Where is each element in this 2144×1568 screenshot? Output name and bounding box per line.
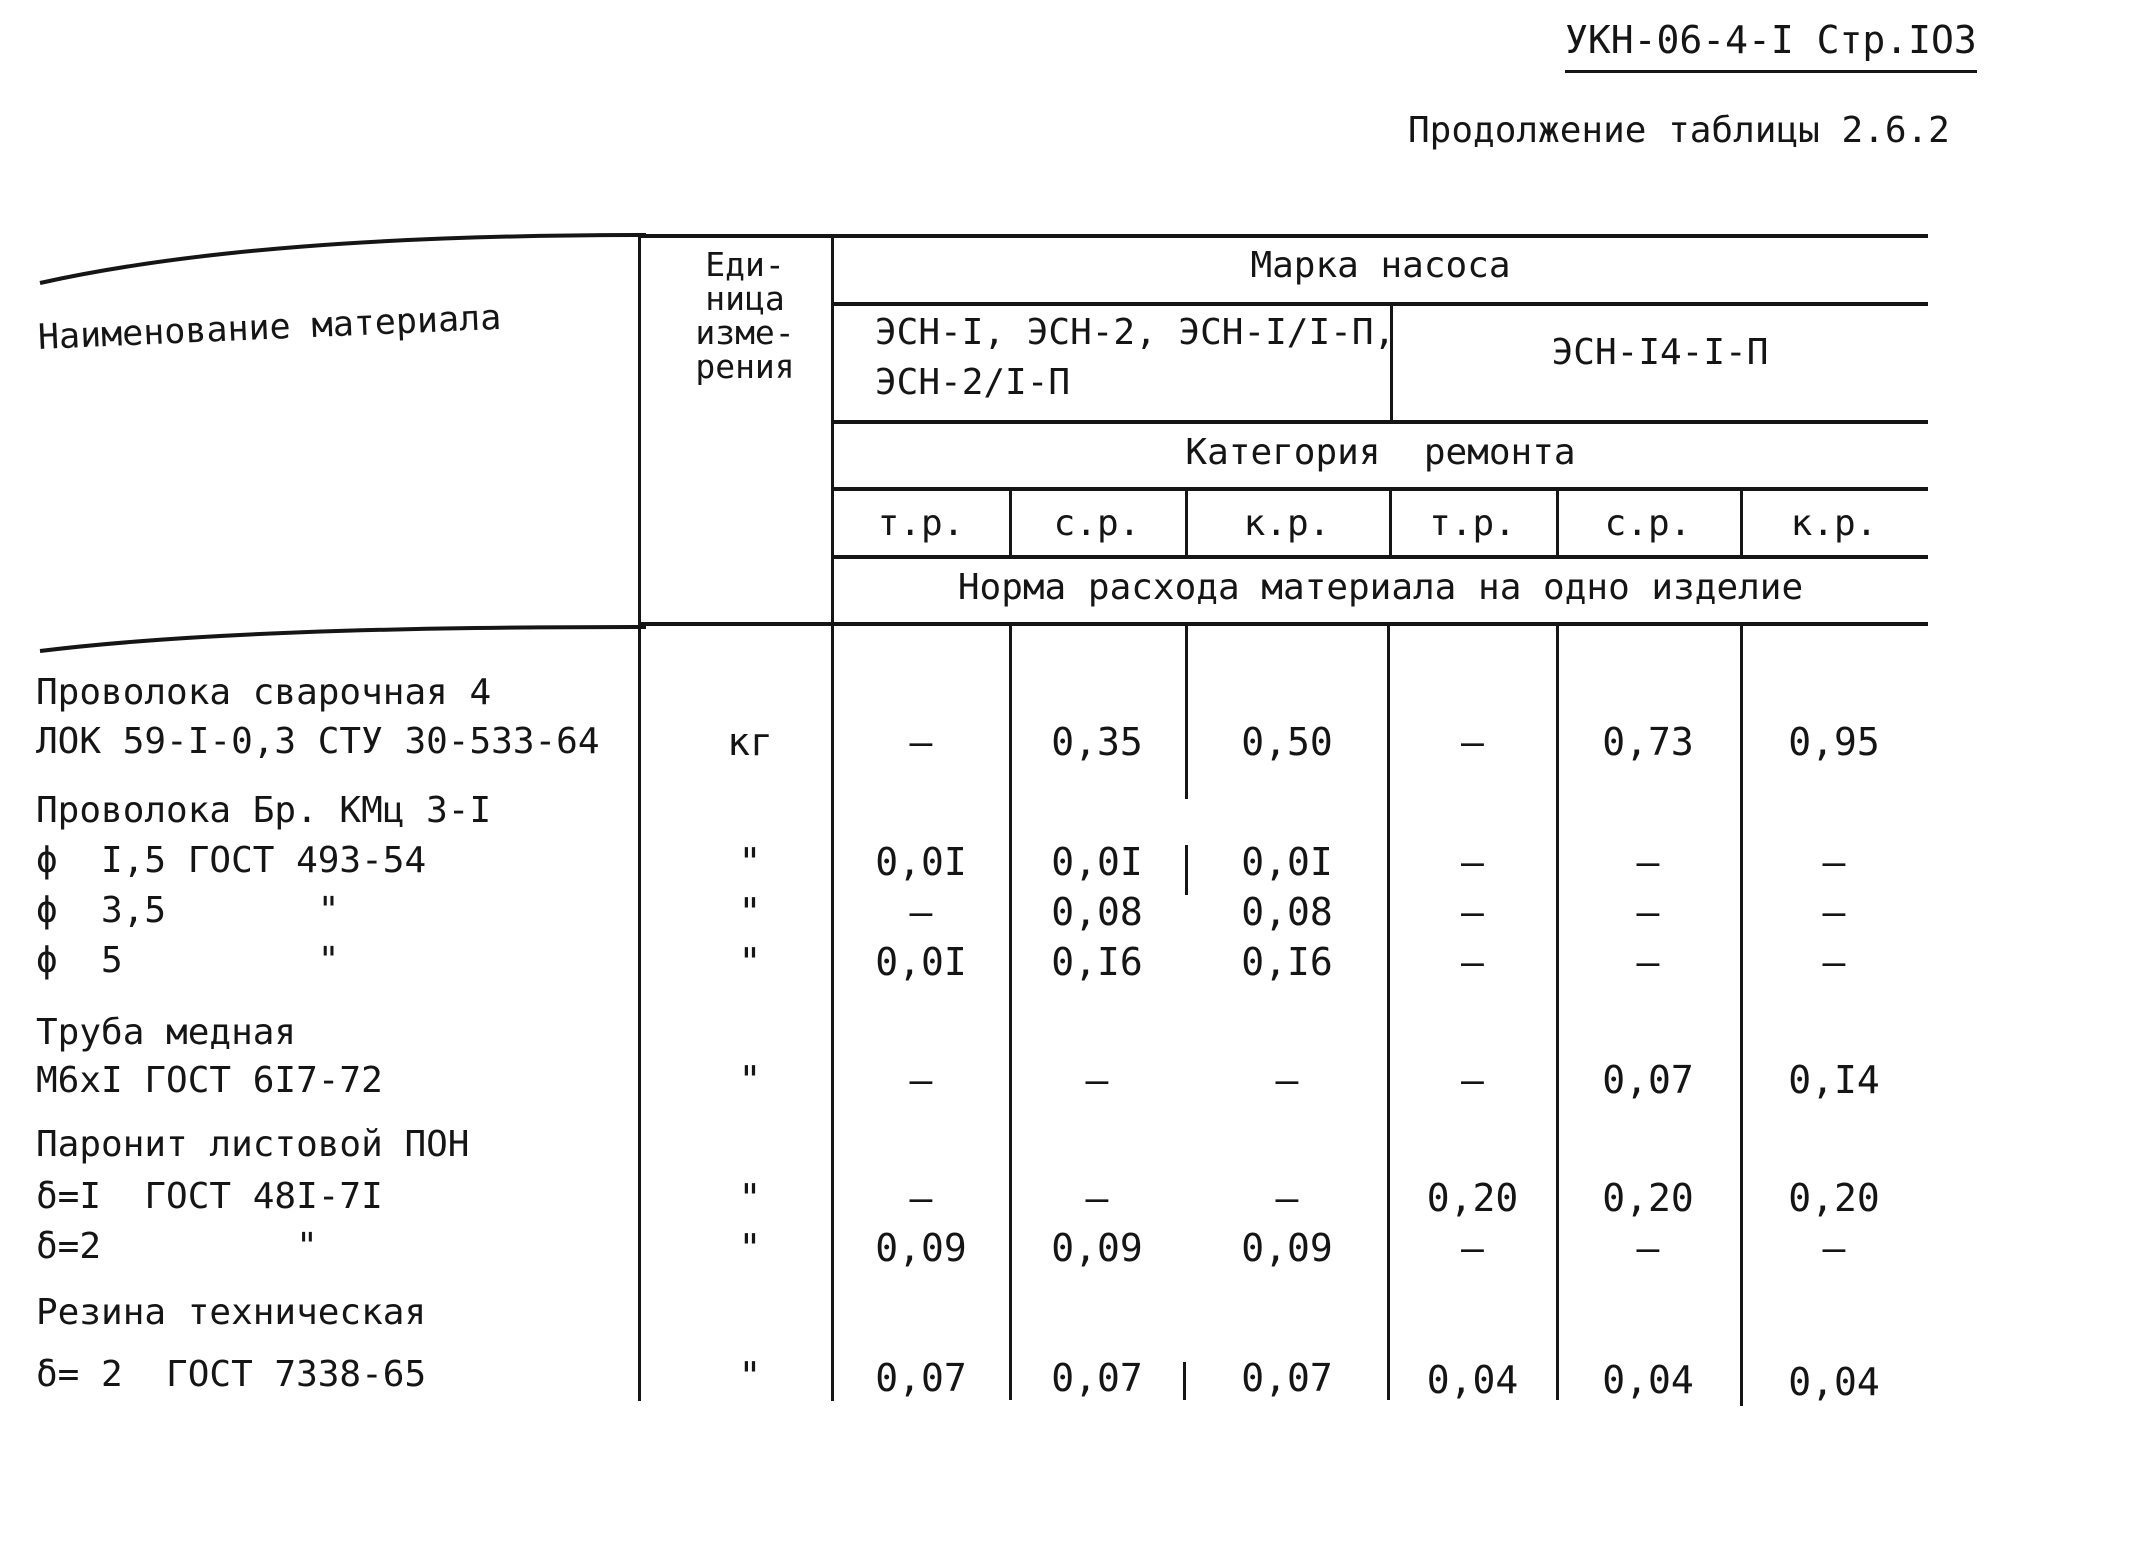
unit-header-line: ница [705, 279, 785, 318]
repair-category-header: Категория ремонта [1185, 432, 1576, 473]
category-header: с.р. [1604, 503, 1692, 544]
value-cell: 0,07 [1602, 1058, 1694, 1102]
value-cell: 0,09 [1241, 1226, 1333, 1270]
row-label: δ=I ГОСТ 48I-7I [36, 1176, 383, 1217]
row-label: ϕ 3,5 " [36, 890, 340, 931]
value-cell: – [1461, 840, 1484, 884]
value-cell: 0,I6 [1241, 940, 1333, 984]
name-unit-divider [638, 236, 641, 1401]
row-label: Проволока Бр. КМц 3-I [36, 790, 492, 831]
value-cell: – [1822, 840, 1846, 884]
categories-rule [833, 555, 1928, 559]
value-cell: – [1275, 1058, 1299, 1102]
category-header: к.р. [1243, 503, 1331, 544]
group-1-header-line-1: ЭСН-I, ЭСН-2, ЭСН-I/I-П, [875, 312, 1396, 353]
value-cell: – [1275, 1176, 1299, 1220]
value-cell: 0,09 [875, 1226, 967, 1270]
repair-rule [833, 487, 1928, 491]
value-cell: – [1636, 1226, 1660, 1270]
row-label: Паронит листовой ПОН [36, 1124, 470, 1165]
pump-brand-header: Марка насоса [1250, 245, 1511, 286]
value-cell: 0,20 [1426, 1176, 1519, 1220]
row-label: Проволока сварочная 4 [36, 672, 492, 713]
value-cell: – [909, 890, 933, 934]
category-header: т.р. [877, 503, 965, 544]
value-cell: 0,0I [875, 940, 967, 984]
row-label: М6хI ГОСТ 6I7-72 [36, 1060, 383, 1101]
group-1-header-line-2: ЭСН-2/I-П [875, 362, 1071, 403]
body-divider-2a [1185, 624, 1188, 799]
value-cell: – [1461, 720, 1484, 764]
row-unit: " [738, 840, 762, 884]
table-continuation-title: Продолжение таблицы 2.6.2 [1408, 110, 1950, 151]
row-unit: " [738, 940, 762, 984]
value-cell: 0,04 [1602, 1358, 1694, 1402]
document-code: УКН-06-4-I Стр.IO3 [1565, 18, 1977, 73]
row-unit: кг [727, 720, 773, 764]
value-cell: 0,08 [1241, 890, 1333, 934]
value-cell: 0,0I [1051, 840, 1143, 884]
value-cell: 0,07 [875, 1356, 967, 1400]
value-cell: – [909, 1058, 933, 1102]
row-label: δ=2 " [36, 1226, 318, 1267]
row-label: ЛОК 59-I-0,3 СТУ 30-533-64 [36, 721, 600, 762]
unit-header-line: Еди- [705, 245, 785, 284]
value-cell: 0,50 [1241, 720, 1333, 764]
value-cell: – [1085, 1176, 1109, 1220]
header-curve-bottom [38, 615, 648, 655]
brand-rule [833, 302, 1928, 306]
value-cell: – [1822, 890, 1846, 934]
value-cell: – [1822, 940, 1846, 984]
row-unit: " [738, 1058, 762, 1102]
value-cell: 0,73 [1602, 720, 1694, 764]
group-2-header: ЭСН-I4-I-П [1551, 332, 1769, 373]
unit-header-line: рения [695, 347, 795, 386]
value-cell: 0,0I [1241, 840, 1333, 884]
value-cell: – [1822, 1226, 1846, 1270]
value-cell: 0,04 [1788, 1360, 1880, 1404]
value-cell: – [1085, 1058, 1109, 1102]
value-cell: – [1461, 1226, 1484, 1270]
groups-rule [833, 420, 1928, 424]
consumption-norm-header: Норма расхода материала на одно изделие [957, 567, 1804, 608]
row-label: Резина техническая [36, 1292, 427, 1333]
value-cell: – [1636, 840, 1660, 884]
value-cell: – [1636, 890, 1660, 934]
material-name-header: Наименование материала [37, 297, 503, 358]
value-cell: 0,0I [875, 840, 967, 884]
row-label: Труба медная [36, 1012, 297, 1053]
row-label: ϕ 5 " [36, 940, 340, 981]
value-cell: 0,04 [1426, 1358, 1519, 1402]
row-label: δ= 2 ГОСТ 7338-65 [36, 1354, 427, 1395]
row-label: ϕ I,5 ГОСТ 493-54 [36, 840, 427, 881]
value-cell: 0,95 [1788, 720, 1880, 764]
value-cell: – [1636, 940, 1660, 984]
unit-header-line: изме- [695, 313, 795, 352]
row-unit: " [738, 1176, 762, 1220]
unit-header [680, 245, 810, 386]
value-cell: 0,20 [1602, 1176, 1694, 1220]
value-cell: – [1461, 1058, 1484, 1102]
value-cell: 0,07 [1241, 1356, 1333, 1400]
row-unit: " [738, 1354, 762, 1398]
category-header: к.р. [1790, 503, 1878, 544]
header-curve-top [38, 225, 648, 285]
category-header: с.р. [1053, 503, 1141, 544]
value-cell: 0,07 [1051, 1356, 1143, 1400]
value-cell: 0,09 [1051, 1226, 1143, 1270]
value-cell: 0,I4 [1788, 1058, 1880, 1102]
value-cell: 0,08 [1051, 890, 1143, 934]
value-cell: – [1461, 940, 1484, 984]
value-cell: 0,35 [1051, 720, 1143, 764]
value-cell: – [1461, 890, 1484, 934]
value-cell: – [909, 1176, 933, 1220]
row-unit: " [738, 1226, 762, 1270]
value-cell: – [909, 720, 933, 764]
value-cell: 0,20 [1788, 1176, 1880, 1220]
row-unit: " [738, 890, 762, 934]
category-header: т.р. [1429, 503, 1516, 544]
value-cell: 0,I6 [1051, 940, 1143, 984]
